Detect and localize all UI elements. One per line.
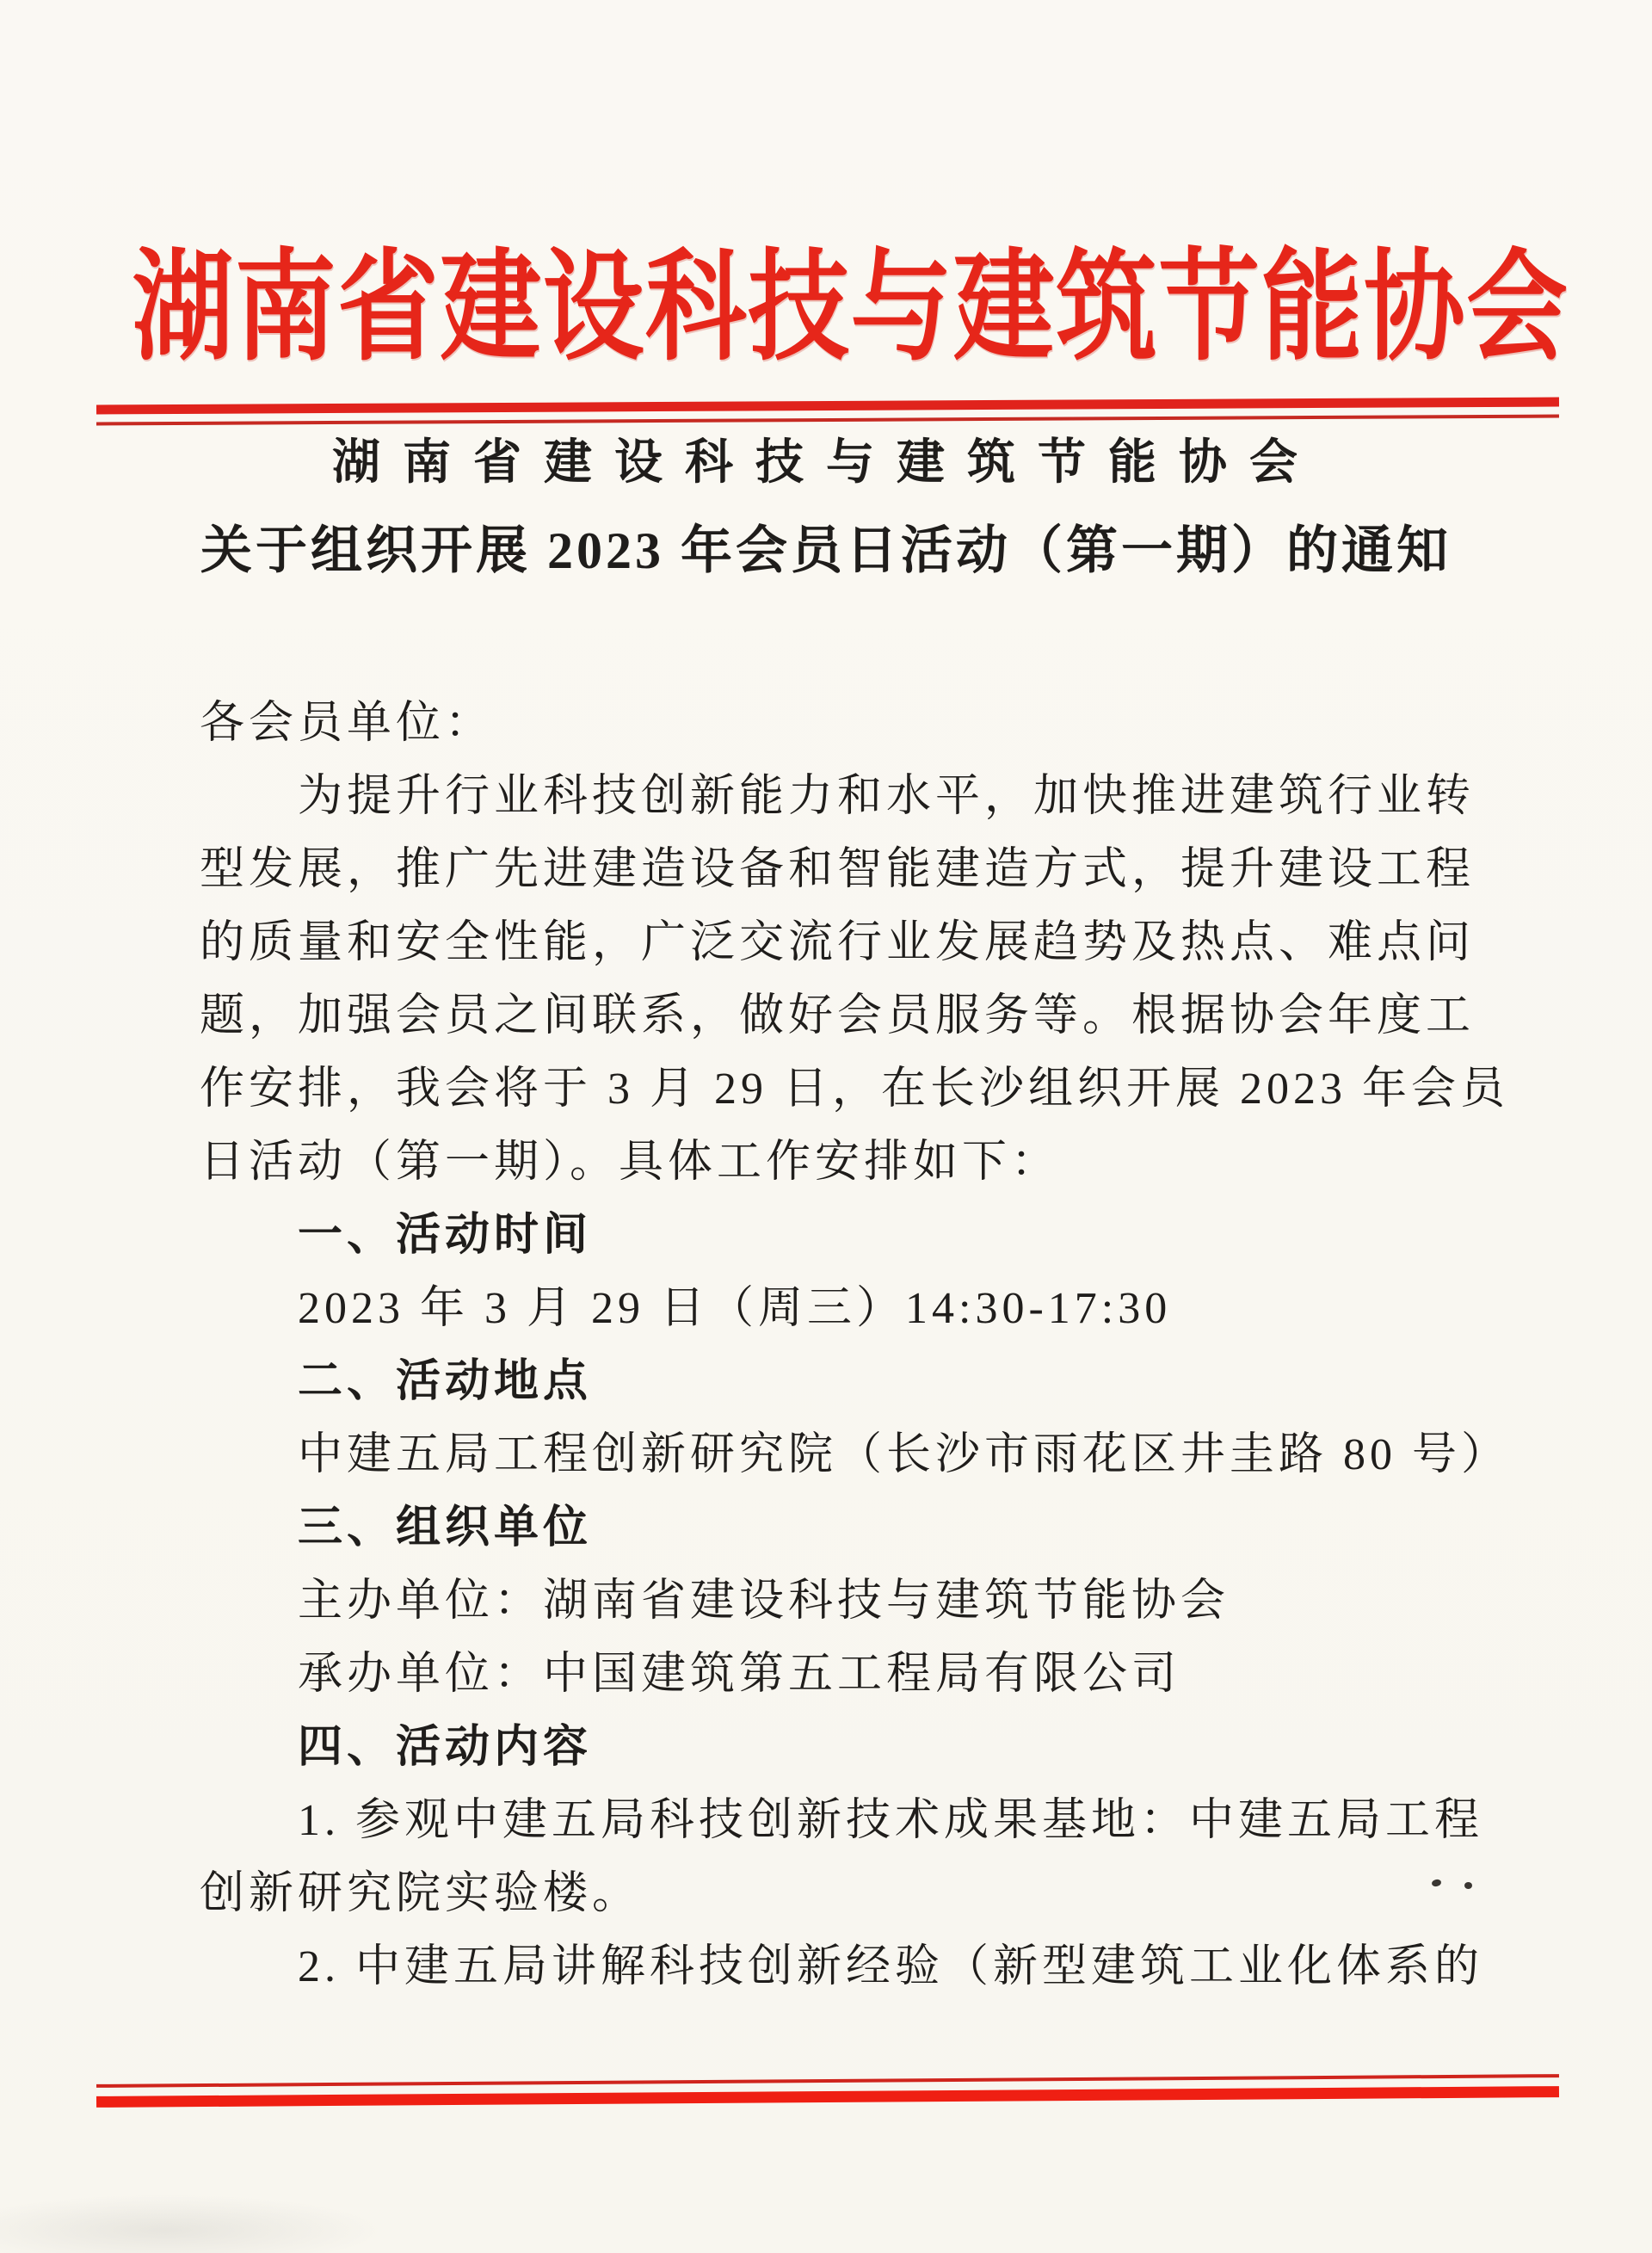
section-heading-1: 一、活动时间 (298, 1210, 593, 1260)
ink-speck (1464, 1882, 1472, 1889)
bottom-rule-thin (96, 2074, 1559, 2088)
top-rule-thick (96, 398, 1559, 415)
top-rule-thin (96, 415, 1559, 426)
section-heading-2: 二、活动地点 (298, 1356, 593, 1406)
document-title-org: 湖南省建设科技与建筑节能协会 (332, 436, 1320, 490)
activity-place-line: 中建五局工程创新研究院（长沙市雨花区井圭路 80 号） (298, 1430, 1511, 1479)
body-line: 型发展，推广先进建造设备和智能建造方式，提升建设工程 (200, 845, 1476, 894)
document-title-subject: 关于组织开展 2023 年会员日活动（第一期）的通知 (200, 522, 1452, 579)
letterhead-title: 湖南省建设科技与建筑节能协会 (132, 242, 1569, 375)
host-unit-line: 主办单位：湖南省建设科技与建筑节能协会 (298, 1577, 1230, 1626)
content-item-1-line: 1. 参观中建五局科技创新技术成果基地：中建五局工程 (298, 1796, 1484, 1845)
body-line: 日活动（第一期）。具体工作安排如下： (200, 1138, 1061, 1187)
organizer-unit-line: 承办单位：中国建筑第五工程局有限公司 (298, 1650, 1181, 1699)
bottom-rule-thick (96, 2086, 1559, 2108)
content-item-2-line: 2. 中建五局讲解科技创新经验（新型建筑工业化体系的 (298, 1942, 1484, 1991)
body-line: 的质量和安全性能，广泛交流行业发展趋势及热点、难点问 (200, 918, 1476, 967)
activity-time-line: 2023 年 3 月 29 日（周三）14:30-17:30 (298, 1284, 1172, 1333)
salutation-line: 各会员单位： (200, 699, 495, 748)
content-item-1-cont: 创新研究院实验楼。 (200, 1869, 642, 1918)
notice-body (200, 687, 1511, 2003)
body-line: 为提升行业科技创新能力和水平，加快推进建筑行业转 (298, 772, 1476, 821)
section-heading-4: 四、活动内容 (298, 1722, 593, 1772)
section-heading-3: 三、组织单位 (298, 1503, 593, 1552)
body-line: 题，加强会员之间联系，做好会员服务等。根据协会年度工 (200, 991, 1476, 1040)
body-line: 作安排，我会将于 3 月 29 日，在长沙组织开展 2023 年会员 (200, 1065, 1510, 1114)
